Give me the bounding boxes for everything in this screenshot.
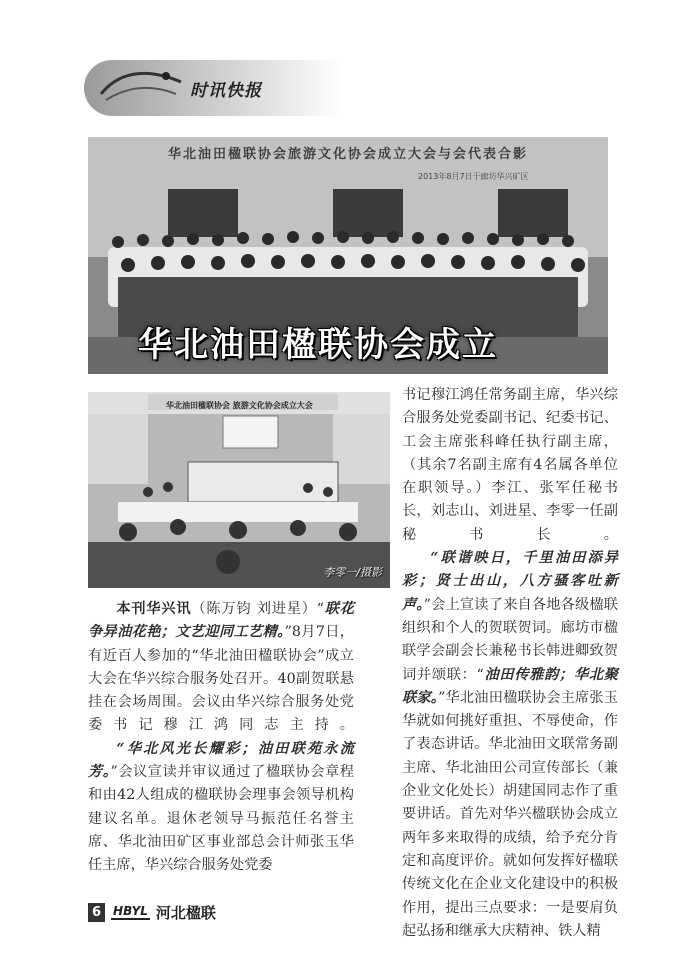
paragraph-text: ”会议宣读并审议通过了楹联协会章程和由42人组成的楹联协会理事会领导机构建议名单。退休老领导马振范任名誉主席、华北油田矿区事业部总会计师张玉华任主席，华兴综合服务处党委 (88, 764, 354, 874)
couplet-text: “华北风光长耀彩；油田联苑永流芳。 (88, 740, 354, 781)
meeting-banner-text: 华北油田楹联协会 旅游文化协会成立大会 (166, 401, 313, 410)
dateline: 本刊华兴讯 (116, 601, 192, 617)
paragraph-text: ”8月7日，有近百人参加的“华北油田楹联协会”成立大会在华兴综合服务处召开。40副贺联悬挂在会场周围。会议由华兴综合服务处党委书记穆江鸿同志主持。 (88, 624, 354, 734)
meeting-photo-image (88, 392, 390, 588)
couplet-text: 油田传雅韵；华北聚联家。 (402, 666, 618, 706)
paragraph (402, 384, 618, 547)
page-number: 6 (88, 903, 105, 922)
magazine-name: 河北楹联 (155, 903, 216, 922)
paragraph-text: （陈万钧 刘进星）“ (191, 601, 324, 617)
couplet-text: “联谐映日，千里油田添异彩；贤士出山，八方骚客吐新声。 (402, 550, 618, 613)
article-column-left (88, 598, 354, 878)
paragraph-text: ”会上宣读了来自各地各级楹联组织和个人的贺联贺词。廊坊市楹联学会副会长兼秘书长韩进卿致贺词并颂联：“ (402, 596, 618, 683)
page-footer (88, 900, 216, 924)
meeting-photo (88, 392, 390, 588)
photo-banner-text: 华北油田楹联协会旅游文化协会成立大会与会代表合影 (167, 147, 528, 162)
couplet-text: 联花争异油花艳；文艺迎同工艺精。 (88, 601, 354, 641)
group-photo (88, 137, 608, 374)
paragraph-text: ”华北油田楹联协会主席张玉华就如何挑好重担、不辱使命，作了表态讲话。华北油田文联常务副主席、华北油田公司宣传部长（兼企业文化处长）胡建国同志作了重要讲话。首先对华兴楹联协会成立两年多来取得的成绩，给予充分肯定和高度评价。就如何发挥好楹联传统文化在企业文化建设中的积极作用，提出三点要求：一是要肩负起弘扬和继承大庆精神、铁人精 (402, 689, 618, 939)
photo-credit: 李零一/摄影 (323, 566, 382, 579)
brand-logo: HBYL (113, 904, 148, 918)
paragraph (88, 738, 354, 878)
section-title: 时讯快报 (190, 81, 262, 101)
paragraph (88, 598, 354, 738)
article-column-right (402, 384, 618, 943)
article-headline: 华北油田楹联协会成立 (138, 325, 498, 365)
ink-swirl-icon (96, 64, 186, 106)
paragraph (402, 547, 618, 943)
paragraph-text: 书记穆江鸿任常务副主席，华兴综合服务处党委副书记、纪委书记、工会主席张科峰任执行副主席，（其余7名副主席有4名属各单位在职领导。）李江、张军任秘书长，刘志山、刘进星、李零一任副秘书长。 (402, 387, 618, 543)
photo-date-line: 2013年8月7日于廊坊华兴矿区 (418, 172, 529, 181)
